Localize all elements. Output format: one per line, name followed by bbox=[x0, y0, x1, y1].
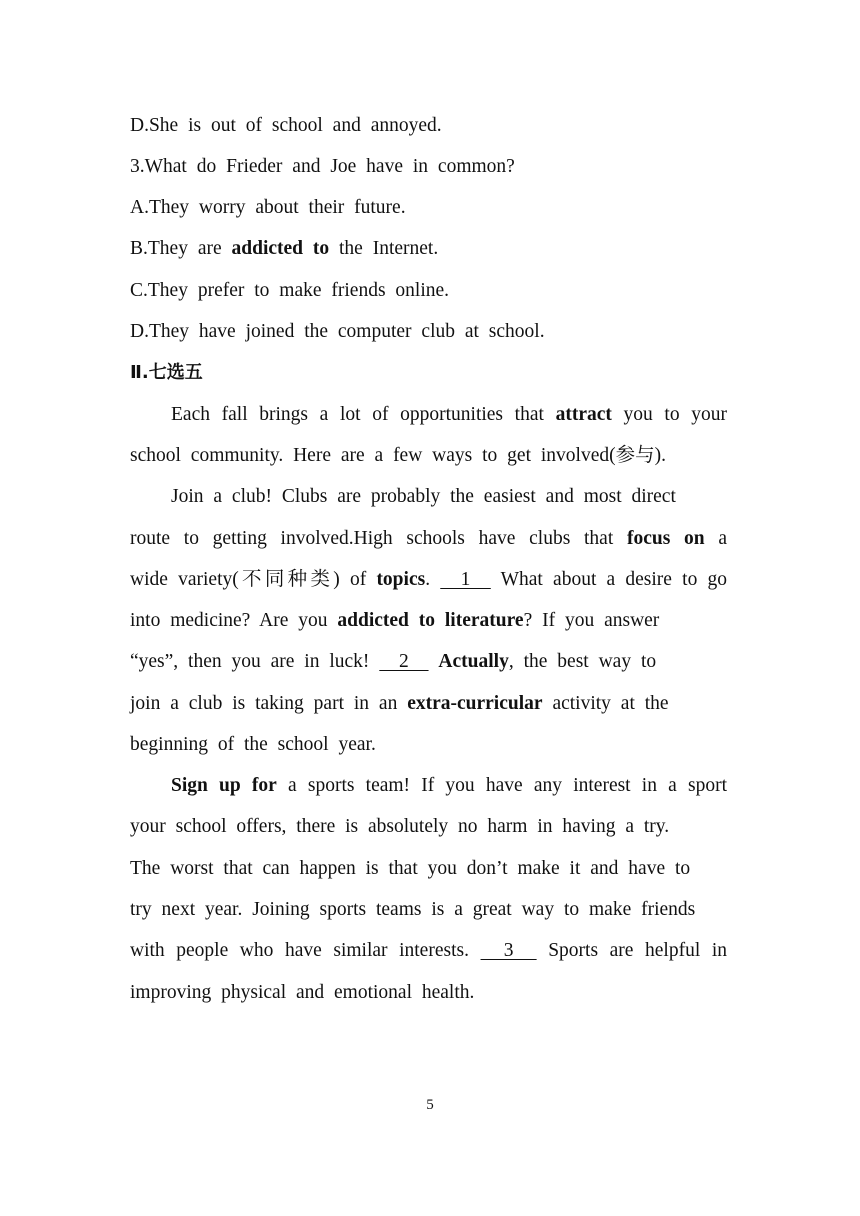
passage-p1-line1 bbox=[171, 405, 727, 425]
p2-l6-text-2: activity at the bbox=[542, 693, 669, 714]
answer-blank-3: 3 bbox=[480, 940, 537, 961]
p3-l5-text-2: Sports are helpful in bbox=[536, 940, 727, 961]
passage-p3-line5 bbox=[130, 941, 727, 961]
p2-l5-text: “yes”, then you are in luck! bbox=[130, 651, 380, 672]
p2-l6-text: join a club is taking part in an bbox=[130, 693, 408, 714]
passage-p2-line5 bbox=[130, 652, 656, 672]
passage-p2-line7: beginning of the school year. bbox=[130, 734, 376, 755]
question-3-option-d: D.They have joined the computer club at school. bbox=[130, 321, 545, 342]
p3-l5-text: with people who have similar interests. bbox=[130, 940, 481, 961]
question-3-option-a: A.They worry about their future. bbox=[130, 197, 406, 218]
p1-bold: attract bbox=[555, 404, 612, 425]
p2-l3-text-3: What about a desire to go bbox=[490, 569, 728, 590]
passage-p1-line2: school community. Here are a few ways to get involved(参与). bbox=[130, 445, 666, 466]
p2-l2-text-end: a bbox=[704, 528, 727, 549]
answer-blank-2: 2 bbox=[379, 651, 429, 672]
p2-l5-space bbox=[429, 651, 439, 672]
p2-l4-text: into medicine? Are you bbox=[130, 610, 338, 631]
p2-l3-bold: topics bbox=[376, 569, 426, 590]
p1-text-end: you to your bbox=[611, 404, 727, 425]
question-3-option-b bbox=[130, 239, 438, 259]
answer-blank-1: 1 bbox=[440, 569, 491, 590]
p2-l4-bold: addicted to literature bbox=[337, 610, 524, 631]
question-3-option-c: C.They prefer to make friends online. bbox=[130, 280, 450, 301]
passage-p2-line2 bbox=[130, 529, 727, 549]
passage-p3-line1 bbox=[171, 776, 727, 796]
p2-l5-text-2: , the best way to bbox=[508, 651, 657, 672]
passage-p2-line6 bbox=[130, 694, 669, 714]
p2-l5-bold: Actually bbox=[438, 651, 509, 672]
p1-text: Each fall brings a lot of opportunities that bbox=[171, 404, 556, 425]
p2-l2-text: route to getting involved.High schools have clubs that bbox=[130, 528, 627, 549]
option-b-text-end: the Internet. bbox=[329, 238, 439, 259]
passage-p3-line2: your school offers, there is absolutely no harm in having a try. bbox=[130, 816, 670, 837]
p2-l3-text: wide variety(不同种类) of bbox=[130, 569, 377, 590]
p2-l3-text-2: . bbox=[425, 569, 441, 590]
passage-p2-line1: Join a club! Clubs are probably the easiest and most direct bbox=[171, 486, 676, 507]
passage-p2-line3 bbox=[130, 570, 727, 590]
page-number: 5 bbox=[426, 1097, 434, 1113]
p3-l1-bold: Sign up for bbox=[171, 775, 277, 796]
question-option-d-prev: D.She is out of school and annoyed. bbox=[130, 115, 442, 136]
p2-l2-bold: focus on bbox=[626, 528, 705, 549]
question-3-stem: 3.What do Frieder and Joe have in common? bbox=[130, 156, 515, 177]
p2-l4-text-2: ? If you answer bbox=[523, 610, 660, 631]
p3-l1-text: a sports team! If you have any interest in a sport bbox=[276, 775, 727, 796]
p2-l6-bold: extra-curricular bbox=[407, 693, 543, 714]
option-b-text: B.They are bbox=[130, 238, 232, 259]
passage-p3-line4: try next year. Joining sports teams is a great way to make friends bbox=[130, 899, 696, 920]
option-b-bold: addicted to bbox=[231, 238, 330, 259]
passage-p3-line6: improving physical and emotional health. bbox=[130, 982, 475, 1003]
passage-p3-line3: The worst that can happen is that you don’t make it and have to bbox=[130, 858, 691, 879]
passage-p2-line4 bbox=[130, 611, 659, 631]
section-heading: Ⅱ.七选五 bbox=[130, 362, 203, 383]
